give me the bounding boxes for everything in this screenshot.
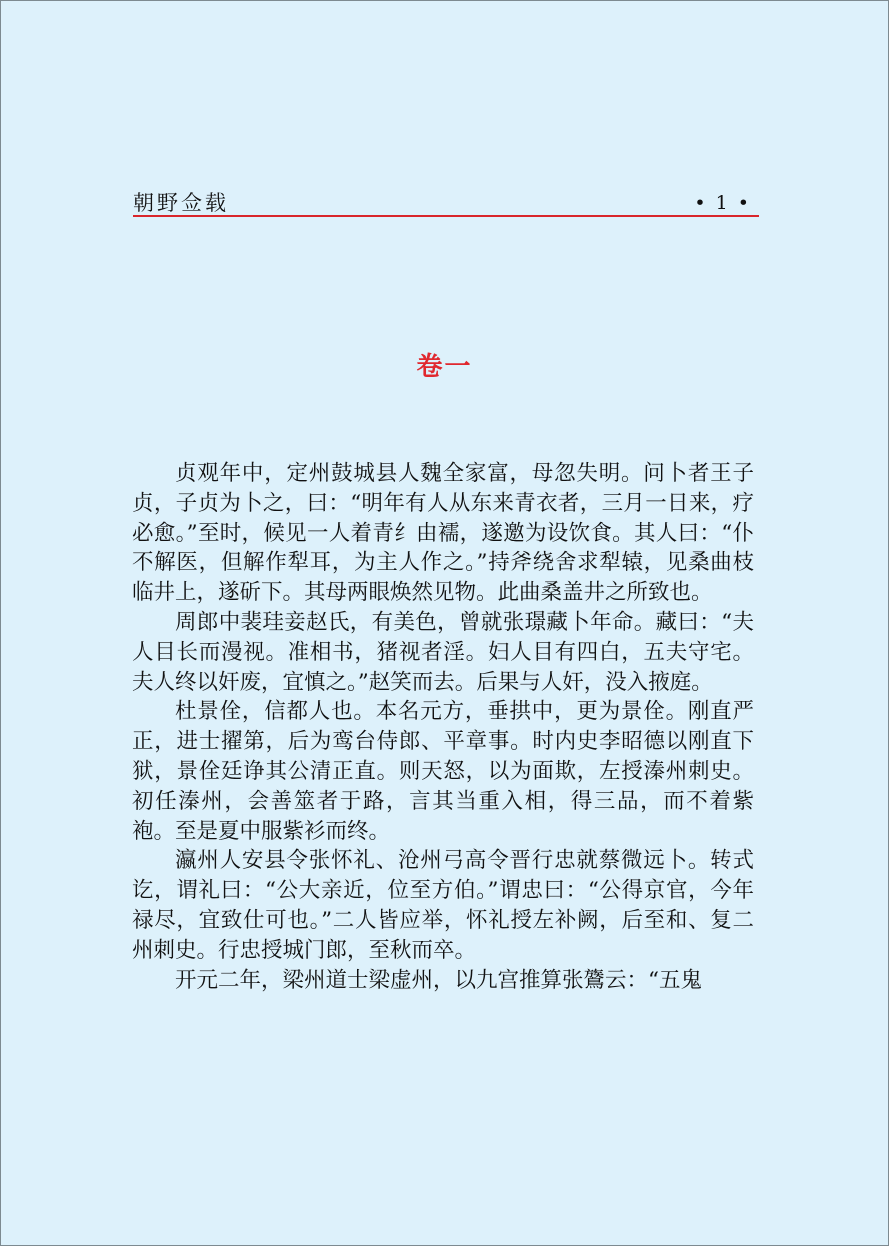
body-text bbox=[132, 459, 754, 995]
paragraph: 周郎中裴珪妾赵氏，有美色，曾就张璟藏卜年命。藏曰：“夫人目长而漫视。准相书，猪视者淫。妇人目有四白，五夫守宅。夫人终以奸废，宜慎之。”赵笑而去。后果与人奸，没入掖庭。 bbox=[132, 609, 754, 695]
book-title: 朝野佥载 bbox=[133, 191, 229, 215]
chapter-title: 卷一 bbox=[416, 352, 473, 382]
running-header bbox=[133, 189, 759, 217]
paragraph: 开元二年，梁州道士梁虚州，以九宫推算张鷟云：“五鬼 bbox=[175, 967, 702, 993]
paragraph: 贞观年中，定州鼓城县人魏全家富，母忽失明。问卜者王子贞，子贞为卜之，曰：“明年有人从东来青衣者，三月一日来，疗必愈。”至时，候见一人着青纟由襦，遂邀为设饮食。其人曰：“仆不解医，但解作犁耳，为主人作之。”持斧绕舍求犁辕，见桑曲枝临井上，遂斫下。其母两眼焕然见物。此曲桑盖井之所致也。 bbox=[132, 461, 754, 606]
header-rule bbox=[133, 215, 759, 217]
page-number: • 1 • bbox=[694, 192, 751, 214]
paragraph: 杜景佺，信都人也。本名元方，垂拱中，更为景佺。刚直严正，进士擢第，后为鸾台侍郎、平章事。时内史李昭德以刚直下狱，景佺廷诤其公清正直。则天怒，以为面欺，左授溱州刺史。初任溱州，会善筮者于路，言其当重入相，得三品，而不着紫袍。至是夏中服紫衫而终。 bbox=[132, 699, 754, 844]
paragraph: 瀛州人安县令张怀礼、沧州弓高令晋行忠就蔡微远卜。转式讫，谓礼曰：“公大亲近，位至方伯。”谓忠曰：“公得京官，今年禄尽，宜致仕可也。”二人皆应举，怀礼授左补阙，后至和、复二州刺史。行忠授城门郎，至秋而卒。 bbox=[132, 848, 754, 963]
